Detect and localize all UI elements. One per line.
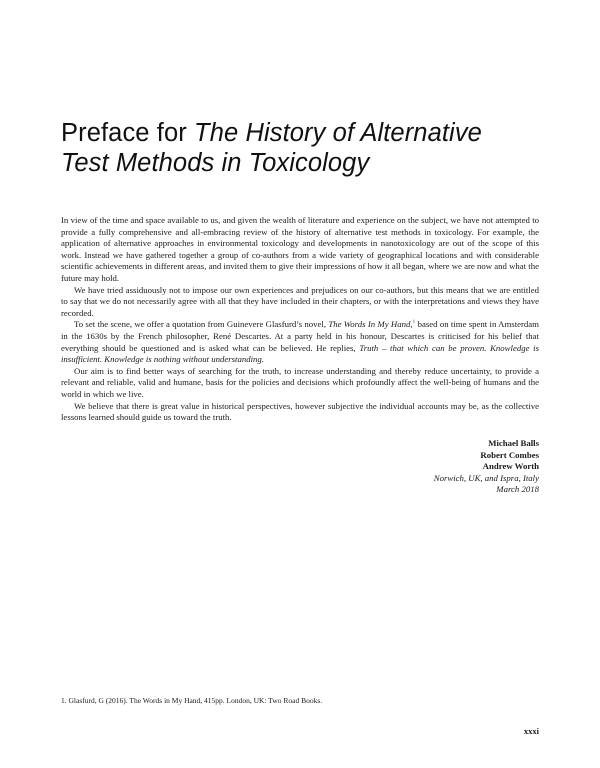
author-name-3: Andrew Worth xyxy=(482,461,539,472)
author-name-2: Robert Combes xyxy=(480,449,539,460)
author-name-1: Michael Balls xyxy=(488,438,539,448)
signature-place: Norwich, UK, and Ispra, Italy xyxy=(433,472,539,483)
signature-block xyxy=(434,438,539,496)
book-title-line1: The History of Alternative xyxy=(194,119,482,147)
paragraph-1: In view of the time and space available to us, and given the wealth of literature and experience on the subject, we have not attempted to provide a fully comprehensive and all-embracing review of the history of alternative test methods in toxicology. For example, the application of alternative approaches in environmental toxicology and developments in nanotoxicology are out of the scope of this work. Instead we have gathered together a group of co-authors from a wide variety of geographical locations and with considerable scientific achievements in different areas, and invited them to give their impressions of how it all began, where we are now and what the future may hold. xyxy=(61,215,539,283)
paragraph-4: Our aim is to find better ways of searching for the truth, to increase understanding and thereby reduce uncertainty, to provide a relevant and reliable, valid and humane, basis for the policies and decisions which profoundly affect the well-being of humans and the world in which we live. xyxy=(61,365,539,399)
paragraph-3-text-b: based on time spent in Amsterdam in the 1630s by the French philosopher, René Descartes. At a party held in his honour, Descartes is criticised for his belief that everything should be questioned and is asked what can be believed. He replies, xyxy=(61,319,539,353)
paragraph-5: We believe that there is great value in historical perspectives, however subjective the individual accounts may be, as the collective lessons learned should guide us toward the truth. xyxy=(61,400,539,423)
paragraph-2: We have tried assiduously not to impose our own experiences and prejudices on our co-authors, but this means that we are entitled to say that we do not necessarily agree with all that they have included in their chapters, or with the interpretations and views they have recorded. xyxy=(61,284,539,318)
paragraph-3: To set the scene, we offer a quotation from Guinevere Glasfurd’s novel, The Words In My Hand,$^1$ based on time spent in Amsterdam in the 1630s by the French philosopher, René Descartes. At a party held in his honour, Descartes is criticised for his belief that everything should be questioned and is asked what can be believed. He replies, Truth – that which can be proven. Knowledge is insufficient. Knowledge is nothing without understanding. xyxy=(61,319,539,365)
paragraph-3-text-a: To set the scene, we offer a quotation from Guinevere Glasfurd’s novel, xyxy=(74,319,329,330)
preface-title xyxy=(61,118,541,178)
signature-date: March 2018 xyxy=(496,484,539,495)
preface-body xyxy=(61,215,539,424)
page-number: xxxi xyxy=(523,726,539,736)
footnote-reference[interactable]: 1 xyxy=(412,319,416,326)
book-title-line2: Test Methods in Toxicology xyxy=(61,149,370,177)
title-prefix: Preface for xyxy=(61,119,195,147)
descartes-quote: Truth – that which can be proven. Knowledge is insufficient. Knowledge is nothing without understanding. xyxy=(61,342,539,365)
footnote: 1. Glasfurd, G (2016). The Words in My Hand, 415pp. London, UK: Two Road Books. xyxy=(61,696,323,705)
novel-title: The Words In My Hand xyxy=(328,319,411,330)
